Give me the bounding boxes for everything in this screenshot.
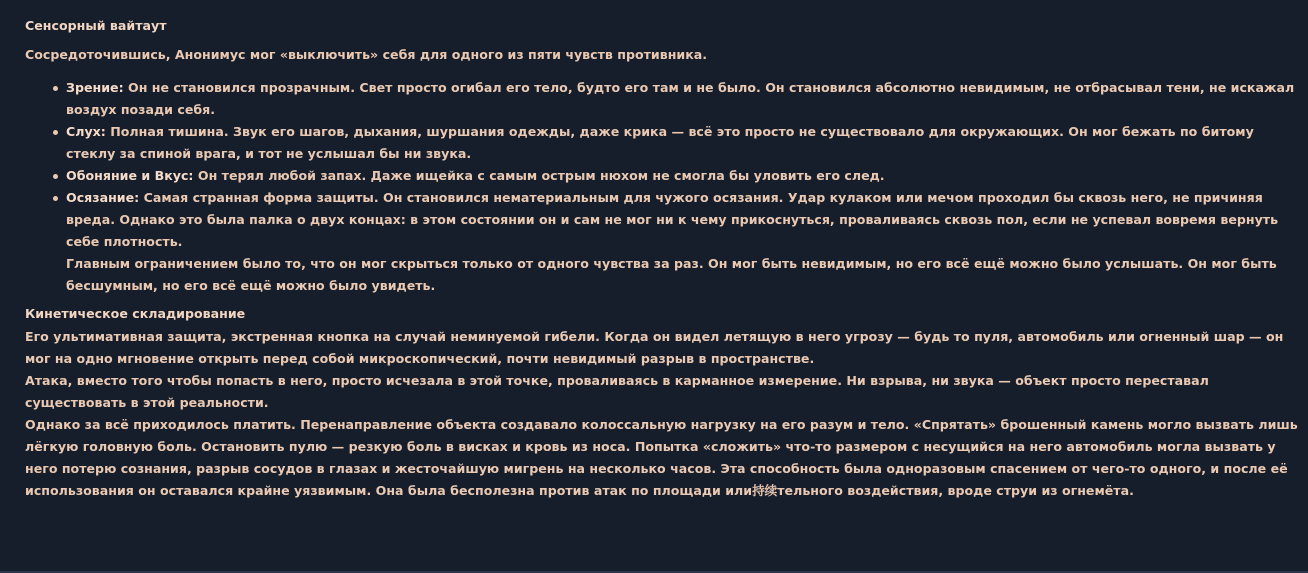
- section-paragraph: Однако за всё приходилось платить. Перенаправление объекта создавало колоссальную нагрузку на его разум и тело. «Спрятать» брошенный камень могло вызвать лишь лёгкую головную боль. Остановить пулю — резкую боль в висках и кровь из носа. Попытка «сложить» что-то размером с несущийся на него автомобиль могла вызвать у него потерю сознания, разрыв сосудов в глазах и жесточайшую мигрень на несколько часов. Эта способность была одноразовым спасением от чего-то одного, и после её использования он оставался крайне уязвимым. Она была бесполезна против атак по площади или持续тельного воздействия, вроде струи из огнемёта.: [25, 417, 1298, 498]
- list-item-sight: [66, 77, 1300, 121]
- list-item-smell-taste: [66, 165, 1300, 187]
- list-item-text: Он терял любой запах. Даже ищейка с самым острым нюхом не смогла бы уловить его след.: [197, 168, 885, 183]
- cropped-previous-line: [25, 0, 1125, 2]
- section-paragraph: Его ультимативная защита, экстренная кнопка на случай неминуемой гибели. Когда он видел летящую в него угрозу — будь то пуля, автомобиль или огненный шар — он мог на одно мгновение открыть перед собой микроскопический, почти невидимый разрыв в пространстве.: [25, 329, 1284, 366]
- list-item-term: Обоняние и Вкус:: [66, 168, 194, 183]
- list-item-extra-paragraph: Главным ограничением было то, что он мог скрыться только от одного чувства за раз. Он мог быть невидимым, но его всё ещё можно было услышать. Он мог быть бесшумным, но его всё ещё можно было увидеть.: [66, 256, 1277, 293]
- list-item-hearing: [66, 121, 1300, 165]
- list-item-term: Осязание:: [66, 190, 140, 205]
- list-item-term: Зрение:: [66, 80, 124, 95]
- section-heading-sensory-whiteout: Сенсорный вайтаут: [25, 18, 167, 33]
- list-item-term: Слух:: [66, 124, 106, 139]
- senses-list: [25, 77, 1300, 297]
- list-item-text: Полная тишина. Звук его шагов, дыхания, шуршания одежды, даже крика — всё это просто не существовало для окружающих. Он мог бежать по битому стеклу за спиной врага, и тот не услышал бы ни звука.: [66, 124, 1254, 161]
- list-item-text: Самая странная форма защиты. Он становился нематериальным для чужого осязания. Удар кулаком или мечом проходил бы сквозь него, не причиняя вреда. Однако это была палка о двух концах: в этом состоянии он и сам не мог ни к чему прикоснуться, проваливаясь сквозь пол, если не успевал вовремя вернуть себе плотность.: [66, 190, 1279, 249]
- message-content: [25, 14, 1300, 502]
- section-intro-paragraph: Сосредоточившись, Анонимус мог «выключить» себя для одного из пяти чувств противника.: [25, 47, 708, 62]
- section-paragraph: Атака, вместо того чтобы попасть в него, просто исчезала в этой точке, проваливаясь в карманное измерение. Ни взрыва, ни звука — объект просто переставал существовать в этой реальности.: [25, 373, 1209, 410]
- list-item-text: Он не становился прозрачным. Свет просто огибал его тело, будто его там и не было. Он становился абсолютно невидимым, не отбрасывал тени, не искажал воздух позади себя.: [66, 80, 1295, 117]
- list-item-touch: [66, 187, 1300, 297]
- section-heading-kinetic-storage: Кинетическое складирование: [25, 306, 246, 321]
